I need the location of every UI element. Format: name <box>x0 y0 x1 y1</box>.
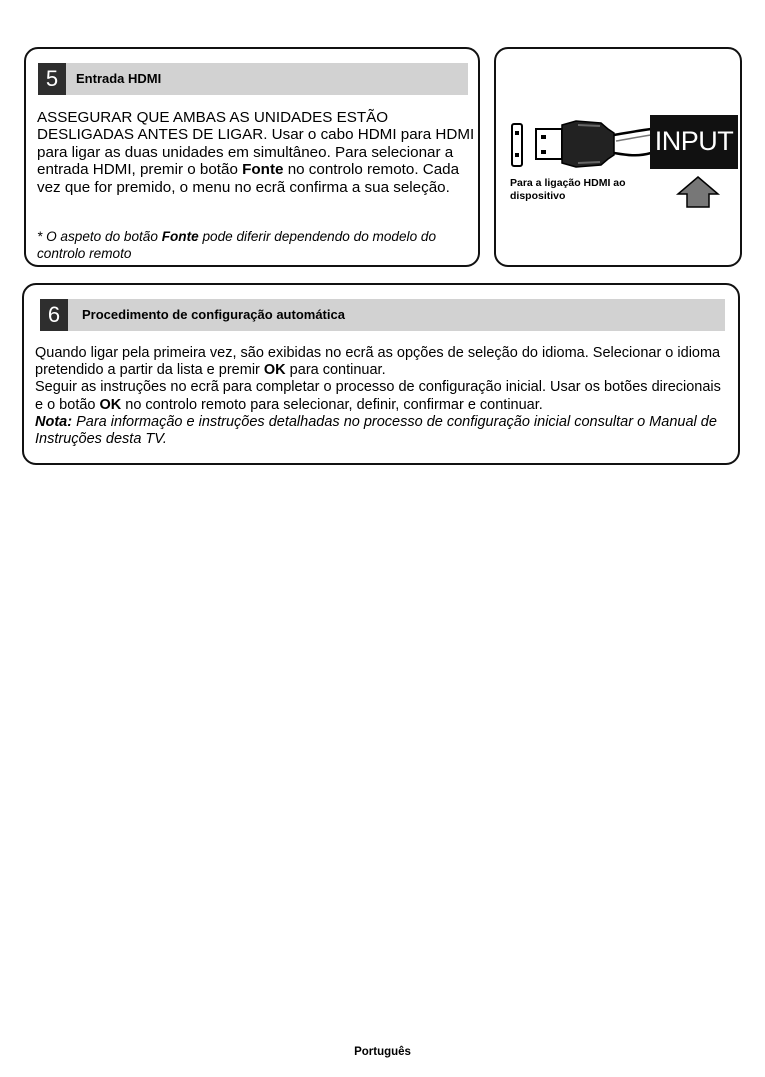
note-label: Nota: <box>35 413 73 430</box>
up-arrow-icon <box>678 177 718 207</box>
section-6-body <box>35 345 727 448</box>
input-label: INPUT <box>650 115 738 169</box>
section-5-body-bold: Fonte <box>242 161 284 179</box>
section-5-body-part2: no controlo remoto. Cada vez que for premido, o menu no ecrã confirma a sua seleção. <box>37 161 460 196</box>
hdmi-port-icon <box>512 124 522 166</box>
section-6-title: Procedimento de configuração automática <box>82 307 345 322</box>
section-6-number: 6 <box>40 299 68 331</box>
footer-language: Português <box>354 1046 411 1058</box>
hdmi-illustration-box <box>494 47 742 267</box>
ok-keyword: OK <box>99 396 122 413</box>
section-5-note-suffix: pode diferir dependendo do modelo do controlo remoto <box>37 229 437 261</box>
section-5-note <box>37 229 477 262</box>
section-5-body <box>37 109 477 196</box>
section-5-header <box>38 63 468 95</box>
section-5-box <box>24 47 480 267</box>
section-6-note: Nota: Para informação e instruções detalhadas no processo de configuração inicial consultar o Manual de Instruções desta TV. <box>35 413 717 448</box>
illustration-caption: Para a ligação HDMI ao dispositivo <box>510 177 626 202</box>
ok-keyword: OK <box>263 362 286 379</box>
section-6-header <box>40 299 725 331</box>
section-6-paragraph-1: Quando ligar pela primeira vez, são exibidas no ecrã as opções de seleção do idioma. Selecionar o idioma pretendido a partir da lista e premir OK para continuar. <box>35 345 721 379</box>
hdmi-cable-plug-icon <box>536 121 651 167</box>
section-5-number: 5 <box>38 63 66 95</box>
section-5-body-part1: ASSEGURAR QUE AMBAS AS UNIDADES ESTÃO DESLIGADAS ANTES DE LIGAR. Usar o cabo HDMI para HDMI para ligar as duas unidades em simultâneo. Para selecionar a entrada HDMI, premir o botão <box>37 109 475 179</box>
section-5-note-bold: Fonte <box>161 229 199 244</box>
section-6-paragraph-2: Seguir as instruções no ecrã para completar o processo de configuração inicial. Usar os botões direcionais e o botão OK no controlo remoto para selecionar, definir, confirmar e continuar. <box>35 379 721 413</box>
section-5-note-prefix: * O aspeto do botão <box>37 229 162 244</box>
section-6-box <box>22 283 740 465</box>
section-5-title: Entrada HDMI <box>76 71 162 86</box>
